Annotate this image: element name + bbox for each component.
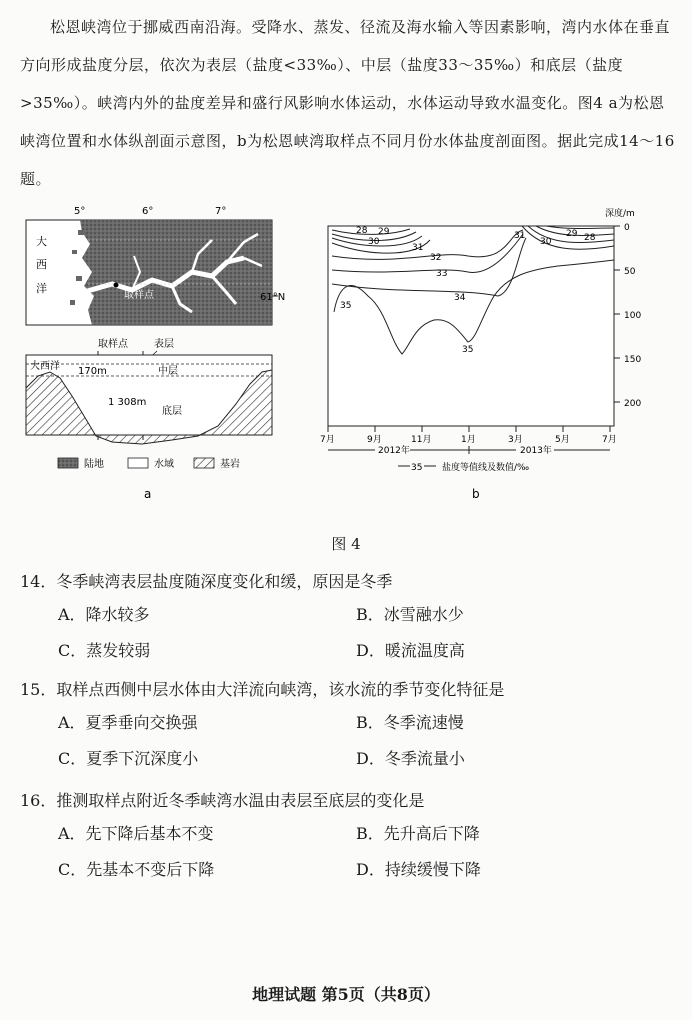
contour-label-28: 28 (356, 226, 368, 236)
legend-isoline-label: 盐度等值线及数值/‰ (442, 463, 530, 473)
ocean-char-3: 洋 (36, 282, 47, 295)
page-footer: 地理试题 第5页（共8页） (252, 985, 440, 1004)
year-label-2012: 2012年 (378, 446, 410, 456)
sample-point-marker (114, 283, 119, 288)
figure-a (22, 200, 290, 509)
question-16 (20, 786, 680, 888)
x-tick-jul-2012: 7月 (320, 435, 335, 445)
contour-label-30-right: 30 (540, 237, 552, 247)
question-14 (20, 567, 680, 669)
lat-label: 61°N (260, 292, 286, 303)
x-tick-nov: 11月 (411, 435, 432, 445)
question-stem: 14．冬季峡湾表层盐度随深度变化和缓，原因是冬季 (20, 572, 393, 591)
legend-bedrock-swatch (194, 458, 214, 468)
ocean-char-1: 大 (36, 235, 47, 248)
figure-a-legend (58, 457, 240, 470)
depth-1308-label: 1 308m (108, 397, 147, 408)
option-c[interactable]: C．夏季下沉深度小 (58, 749, 199, 768)
x-tick-jan: 1月 (461, 435, 476, 445)
lon-label-7: 7° (215, 206, 227, 217)
question-15 (20, 675, 680, 777)
contour-label-35-center: 35 (462, 345, 474, 355)
year-label-2013: 2013年 (520, 446, 552, 456)
contour-label-29-right: 29 (566, 229, 578, 239)
contour-label-34: 34 (454, 293, 466, 303)
y-tick-100: 100 (624, 311, 642, 321)
contour-label-28-right: 28 (584, 233, 596, 243)
legend-bedrock-label: 基岩 (220, 459, 240, 470)
legend-sample-value: 35 (411, 463, 423, 473)
option-b[interactable]: B．冰雪融水少 (356, 605, 464, 624)
figure-b (318, 200, 668, 509)
y-axis (614, 223, 641, 409)
question-stem: 15．取样点西侧中层水体由大洋流向峡湾，该水流的季节变化特征是 (20, 680, 505, 699)
ocean-char-2: 西 (36, 258, 47, 271)
contour-label-32: 32 (430, 253, 442, 263)
option-b[interactable]: B．先升高后下降 (356, 824, 480, 843)
figure-b-legend (398, 461, 529, 473)
question-stem: 16．推测取样点附近冬季峡湾水温由表层至底层的变化是 (20, 791, 425, 810)
figure-b-label: b (472, 487, 480, 501)
option-d[interactable]: D．暖流温度高 (356, 641, 465, 660)
x-tick-mar: 3月 (508, 435, 523, 445)
intro-paragraph: 松恩峡湾位于挪威西南沿海。受降水、蒸发、径流及海水输入等因素影响，湾内水体在垂直方向形成盐度分层，依次为表层（盐度<33‰）、中层（盐度33～35‰）和底层（盐度>35‰）。峡湾内外的盐度差异和盛行风影响水体运动，水体运动导致水温变化。图4 a为松恩峡湾位置和水体纵剖面示意图，b为松恩峡湾取样点不同月份水体盐度剖面图。据此完成14～16题。 (20, 18, 675, 188)
option-c[interactable]: C．蒸发较弱 (58, 641, 151, 660)
contour-label-29: 29 (378, 227, 390, 237)
figure-caption: 图 4 (331, 535, 361, 553)
depth-170-label: 170m (78, 366, 107, 377)
contour-label-35-left: 35 (340, 301, 352, 311)
x-tick-jul-2013: 7月 (602, 435, 617, 445)
profile-section (26, 337, 272, 444)
contour-label-31: 31 (412, 243, 424, 253)
x-tick-sep: 9月 (367, 435, 382, 445)
option-c[interactable]: C．先基本不变后下降 (58, 860, 215, 879)
sample-point-map-label: 取样点 (124, 290, 154, 301)
y-tick-50: 50 (624, 267, 636, 277)
contour-label-30: 30 (368, 237, 380, 247)
contour-label-31-right: 31 (514, 231, 526, 241)
y-tick-150: 150 (624, 355, 642, 365)
bottom-layer-label: 底层 (162, 406, 182, 417)
legend-land-label: 陆地 (84, 459, 104, 470)
contour-label-33: 33 (436, 269, 448, 279)
legend-water-label: 水域 (154, 459, 174, 470)
x-axis (320, 426, 617, 456)
option-a[interactable]: A．先下降后基本不变 (58, 824, 214, 843)
land-area (80, 220, 272, 325)
location-map (26, 206, 285, 325)
lon-label-5: 5° (74, 206, 86, 217)
y-tick-200: 200 (624, 399, 642, 409)
legend-land-swatch (58, 458, 78, 468)
figure-a-label: a (144, 487, 152, 501)
option-b[interactable]: B．冬季流速慢 (356, 713, 464, 732)
option-d[interactable]: D．冬季流量小 (356, 749, 465, 768)
profile-surface-label: 表层 (154, 339, 174, 350)
legend-water-swatch (128, 458, 148, 468)
profile-ocean-label: 大西洋 (30, 361, 60, 372)
depth-axis-title: 深度/m (605, 209, 635, 219)
option-a[interactable]: A．夏季垂向交换强 (58, 713, 198, 732)
profile-sample-label: 取样点 (98, 339, 128, 350)
x-tick-may: 5月 (555, 435, 570, 445)
option-a[interactable]: A．降水较多 (58, 605, 150, 624)
y-tick-0: 0 (624, 223, 630, 233)
middle-layer-label: 中层 (158, 366, 178, 377)
option-d[interactable]: D．持续缓慢下降 (356, 860, 481, 879)
lon-label-6: 6° (142, 206, 154, 217)
